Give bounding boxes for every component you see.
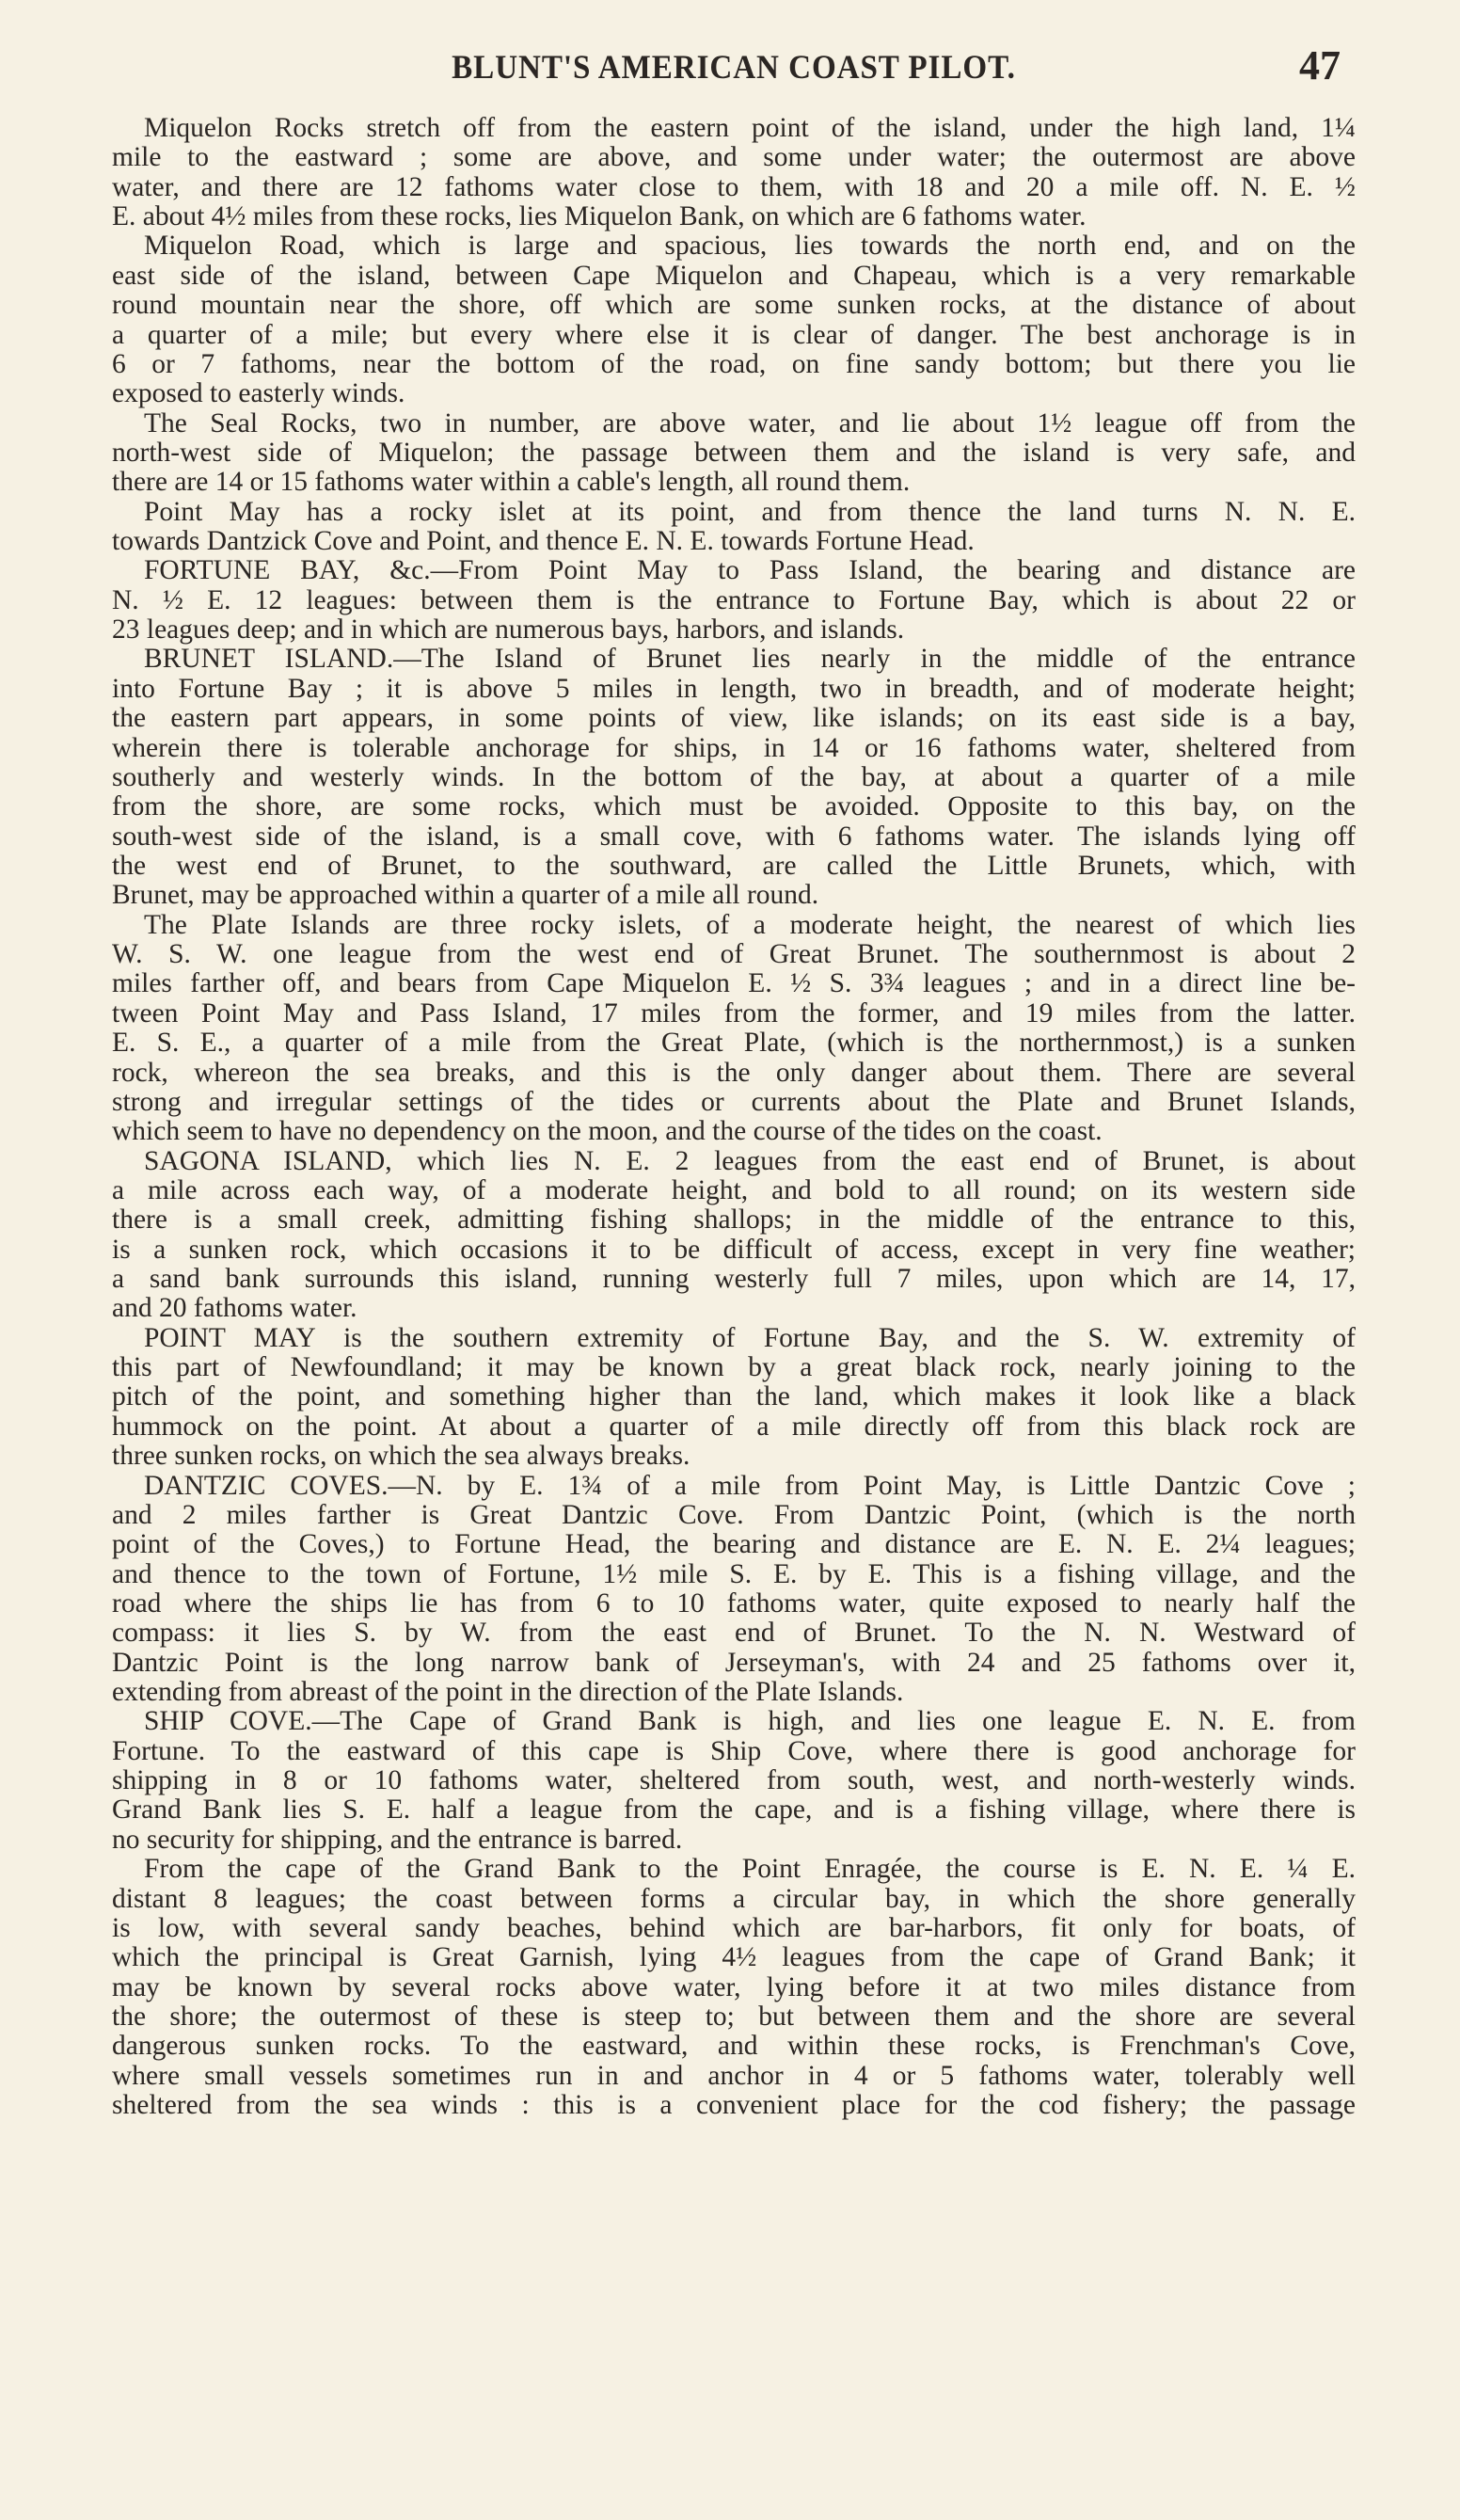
text-line: three sunken rocks, on which the sea always breaks. [112,1441,690,1472]
page-header [112,41,1356,94]
text-line: Miquelon Road, which is large and spacious, lies towards the north end, and on the [144,231,1356,262]
text-line: point of the Coves,) to Fortune Head, the bearing and distance are E. N. E. 2¼ leagues; [112,1529,1356,1560]
paragraph [112,1855,1356,2120]
text-line: compass: it lies S. by W. from the east end of Brunet. To the N. N. Westward of [112,1618,1356,1649]
text-line: towards Dantzick Cove and Point, and thence E. N. E. towards Fortune Head. [112,526,975,557]
text-line: W. S. W. one league from the west end of Great Brunet. The southernmost is about 2 [112,939,1356,970]
paragraph [112,231,1356,408]
text-line: where small vessels sometimes run in and anchor in 4 or 5 fathoms water, tolerably well [112,2060,1356,2091]
text-line: there are 14 or 15 fathoms water within a cable's length, all round them. [112,467,911,498]
text-line: and thence to the town of Fortune, 1½ mile S. E. by E. This is a fishing village, and the [112,1558,1356,1589]
text-line: and 20 fathoms water. [112,1293,357,1324]
text-line: FORTUNE BAY, &c.—From Point May to Pass Island, the bearing and distance are [144,555,1356,586]
paragraph [112,114,1356,231]
text-line: may be known by several rocks above water, lying before it at two miles distance from [112,1971,1356,2002]
text-line: miles farther off, and bears from Cape Miquelon E. ½ S. 3¾ leagues ; and in a direct line be- [112,968,1356,999]
text-line: DANTZIC COVES.—N. by E. 1¾ of a mile from Point May, is Little Dantzic Cove ; [144,1470,1356,1501]
text-line: 23 leagues deep; and in which are numerous bays, harbors, and islands. [112,614,905,646]
text-line: E. S. E., a quarter of a mile from the Great Plate, (which is the northernmost,) is a sunken [112,1028,1356,1059]
text-line: Grand Bank lies S. E. half a league from the cape, and is a fishing village, where there is [112,1794,1356,1826]
text-line: south-west side of the island, is a small cove, with 6 fathoms water. The islands lying off [112,821,1356,852]
text-line: 6 or 7 fathoms, near the bottom of the road, on fine sandy bottom; but there you lie [112,348,1356,379]
text-line: SAGONA ISLAND, which lies N. E. 2 leagues from the east end of Brunet, is about [144,1145,1356,1176]
paragraph [112,1147,1356,1324]
text-line: shipping in 8 or 10 fathoms water, sheltered from south, west, and north-westerly winds. [112,1765,1356,1796]
paragraph [112,1707,1356,1855]
text-line: From the cape of the Grand Bank to the Point Enragée, the course is E. N. E. ¼ E. [144,1854,1356,1885]
text-line: north-west side of Miquelon; the passage between them and the island is very safe, and [112,437,1356,468]
text-line: Miquelon Rocks stretch off from the eastern point of the island, under the high land, 1¼ [144,113,1356,143]
text-line: is a sunken rock, which occasions it to be difficult of access, except in very fine weather; [112,1234,1356,1265]
text-line: round mountain near the shore, off which are some sunken rocks, at the distance of about [112,290,1356,321]
text-line: into Fortune Bay ; it is above 5 miles in length, two in breadth, and of moderate height; [112,673,1356,704]
text-line: extending from abreast of the point in the direction of the Plate Islands. [112,1677,904,1708]
text-line: is low, with several sandy beaches, behind which are bar-harbors, fit only for boats, of [112,1912,1356,1943]
paragraph [112,1472,1356,1708]
text-line: SHIP COVE.—The Cape of Grand Bank is high, and lies one league E. N. E. from [144,1706,1356,1737]
text-line: there is a small creek, admitting fishing shallops; in the middle of the entrance to this, [112,1204,1356,1236]
text-line: this part of Newfoundland; it may be known by a great black rock, nearly joining to the [112,1352,1356,1383]
text-line: POINT MAY is the southern extremity of Fortune Bay, and the S. W. extremity of [144,1322,1356,1353]
page-number: 47 [1299,42,1341,88]
text-line: tween Point May and Pass Island, 17 miles from the former, and 19 miles from the latter. [112,997,1356,1029]
text-line: Fortune. To the eastward of this cape is Ship Cove, where there is good anchorage for [112,1735,1356,1766]
text-line: road where the ships lie has from 6 to 10 fathoms water, quite exposed to nearly half the [112,1587,1356,1619]
text-line: east side of the island, between Cape Miquelon and Chapeau, which is a very remarkable [112,260,1356,291]
text-line: BRUNET ISLAND.—The Island of Brunet lies nearly in the middle of the entrance [144,644,1356,675]
text-line: a mile across each way, of a moderate height, and bold to all round; on its western side [112,1174,1356,1205]
text-line: E. about 4½ miles from these rocks, lies Miquelon Bank, on which are 6 fathoms water. [112,201,1087,232]
text-line: sheltered from the sea winds : this is a convenient place for the cod fishery; the passage [112,2090,1356,2121]
paragraph [112,1324,1356,1472]
text-line: water, and there are 12 fathoms water close to them, with 18 and 20 a mile off. N. E. ½ [112,171,1356,202]
text-line: southerly and westerly winds. In the bottom of the bay, at about a quarter of a mile [112,761,1356,792]
paragraph [112,911,1356,1147]
text-line: The Seal Rocks, two in number, are above water, and lie about 1½ league off from the [144,407,1356,439]
text-line: distant 8 leagues; the coast between forms a circular bay, in which the shore generally [112,1883,1356,1914]
text-line: rock, whereon the sea breaks, and this is the only danger about them. There are several [112,1057,1356,1088]
text-line: exposed to easterly winds. [112,378,405,409]
text-line: a quarter of a mile; but every where else it is clear of danger. The best anchorage is in [112,319,1356,350]
text-line: mile to the eastward ; some are above, and some under water; the outermost are above [112,142,1356,173]
paragraph [112,409,1356,498]
text-line: strong and irregular settings of the tides or currents about the Plate and Brunet Islands, [112,1086,1356,1117]
paragraph [112,556,1356,645]
text-line: the west end of Brunet, to the southward, are called the Little Brunets, which, with [112,850,1356,881]
text-line: no security for shipping, and the entrance is barred. [112,1824,683,1855]
text-line: N. ½ E. 12 leagues: between them is the entrance to Fortune Bay, which is about 22 or [112,584,1356,615]
text-line: Point May has a rocky islet at its point, and from thence the land turns N. N. E. [144,496,1356,527]
body-text [112,114,1356,2120]
text-line: dangerous sunken rocks. To the eastward, and within these rocks, is Frenchman's Cove, [112,2031,1356,2062]
paragraph [112,645,1356,910]
paragraph [112,498,1356,557]
text-line: Dantzic Point is the long narrow bank of Jerseyman's, with 24 and 25 fathoms over it, [112,1647,1356,1678]
text-line: a sand bank surrounds this island, running westerly full 7 miles, upon which are 14, 17, [112,1264,1356,1295]
running-title: BLUNT'S AMERICAN COAST PILOT. [452,48,1016,86]
text-line: which seem to have no dependency on the moon, and the course of the tides on the coast. [112,1116,1103,1147]
text-line: and 2 miles farther is Great Dantzic Cove. From Dantzic Point, (which is the north [112,1499,1356,1530]
text-line: from the shore, are some rocks, which must be avoided. Opposite to this bay, on the [112,791,1356,822]
text-line: which the principal is Great Garnish, lying 4½ leagues from the cape of Grand Bank; it [112,1942,1356,1973]
text-line: the eastern part appears, in some points of view, like islands; on its east side is a bay, [112,703,1356,734]
text-line: Brunet, may be approached within a quarter of a mile all round. [112,880,819,911]
text-line: pitch of the point, and something higher than the land, which makes it look like a black [112,1381,1356,1412]
text-line: hummock on the point. At about a quarter of a mile directly off from this black rock are [112,1411,1356,1442]
text-line: wherein there is tolerable anchorage for ships, in 14 or 16 fathoms water, sheltered from [112,732,1356,763]
text-line: the shore; the outermost of these is steep to; but between them and the shore are several [112,2002,1356,2032]
text-line: The Plate Islands are three rocky islets, of a moderate height, the nearest of which lies [144,909,1356,940]
